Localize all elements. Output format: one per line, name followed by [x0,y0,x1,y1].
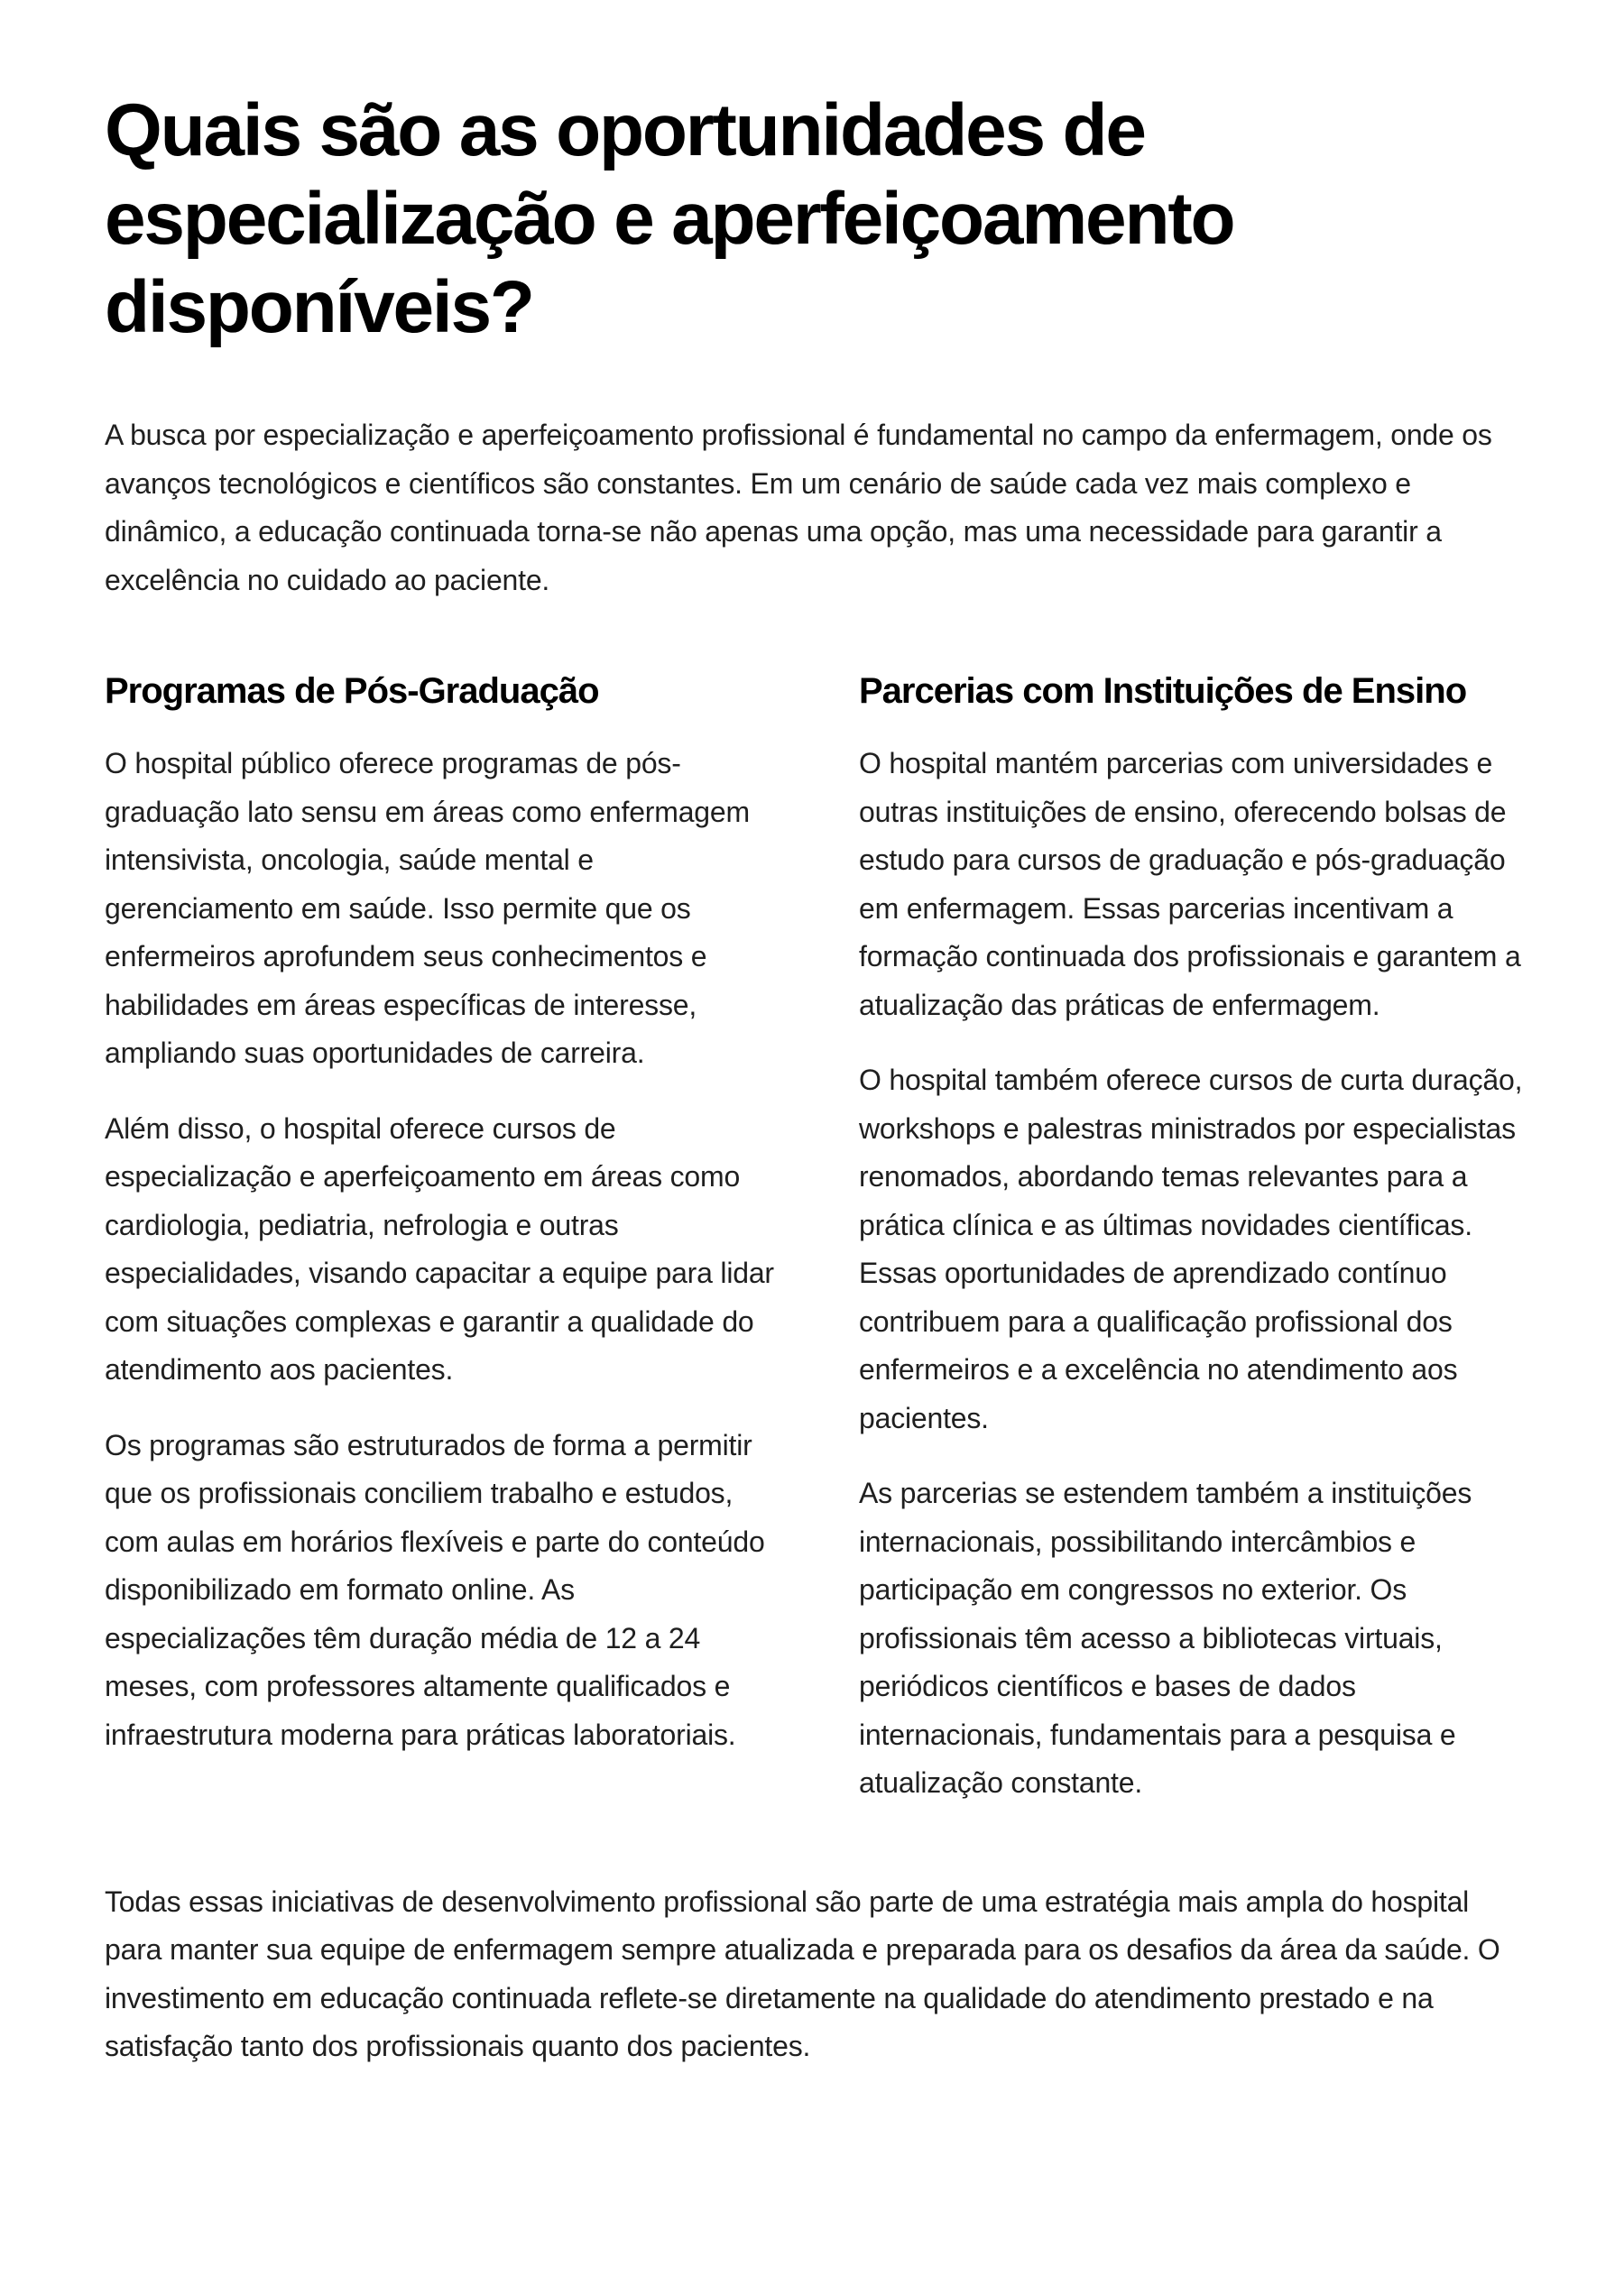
right-column-heading: Parcerias com Instituições de Ensino [859,671,1467,711]
right-column-paragraph: O hospital também oferece cursos de curta duração, workshops e palestras ministrados por especialistas renomados, abordando temas relevantes para a prática clínica e as últimas novidades científicas. Essas oportunidades de aprendizado contínuo contribuem para a qualificação profissional dos enfermeiros e a excelência no atendimento aos pacientes. [859,1064,1523,1434]
right-column-paragraph: As parcerias se estendem também a instituições internacionais, possibilitando intercâmbios e participação em congressos no exterior. Os profissionais têm acesso a bibliotecas virtuais, periódicos científicos e bases de dados internacionais, fundamentais para a pesquisa e atualização constante. [859,1477,1472,1799]
right-column-paragraph: O hospital mantém parcerias com universidades e outras instituições de ensino, oferecendo bolsas de estudo para cursos de graduação e pós-graduação em enfermagem. Essas parcerias incentivam a formação continuada dos profissionais e garantem a atualização das práticas de enfermagem. [859,747,1521,1021]
two-column-section [105,666,1534,1808]
closing-paragraph: Todas essas iniciativas de desenvolvimento profissional são parte de uma estratégia mais ampla do hospital para manter sua equipe de enfermagem sempre atualizada e preparada para os desafios da área da saúde. O investimento em educação continuada reflete-se diretamente na qualidade do atendimento prestado e na satisfação tanto dos profissionais quanto dos pacientes. [105,1885,1500,2062]
left-column-paragraph: Além disso, o hospital oferece cursos de especialização e aperfeiçoamento em áreas como cardiologia, pediatria, nefrologia e outras especialidades, visando capacitar a equipe para lidar com situações complexas e garantir a qualidade do atendimento aos pacientes. [105,1111,774,1386]
page-title: Quais são as oportunidades de especialização e aperfeiçoamento disponíveis? [105,89,1234,348]
document-page [105,87,1534,2071]
left-column [105,666,778,1808]
left-column-heading: Programas de Pós-Graduação [105,671,599,711]
right-column [859,666,1532,1808]
left-column-paragraph: Os programas são estruturados de forma a permitir que os profissionais conciliem trabalho e estudos, com aulas em horários flexíveis e parte do conteúdo disponibilizado em formato online. As especializações têm duração média de 12 a 24 meses, com professores altamente qualificados e infraestrutura moderna para práticas laboratoriais. [105,1428,765,1751]
left-column-paragraph: O hospital público oferece programas de pós-graduação lato sensu em áreas como enfermagem intensivista, oncologia, saúde mental e gerenciamento em saúde. Isso permite que os enfermeiros aprofundem seus conhecimentos e habilidades em áreas específicas de interesse, ampliando suas oportunidades de carreira. [105,747,750,1069]
intro-paragraph: A busca por especialização e aperfeiçoamento profissional é fundamental no campo da enfermagem, onde os avanços tecnológicos e científicos são constantes. Em um cenário de saúde cada vez mais complexo e dinâmico, a educação continuada torna-se não apenas uma opção, mas uma necessidade para garantir a excelência no cuidado ao paciente. [105,419,1492,596]
